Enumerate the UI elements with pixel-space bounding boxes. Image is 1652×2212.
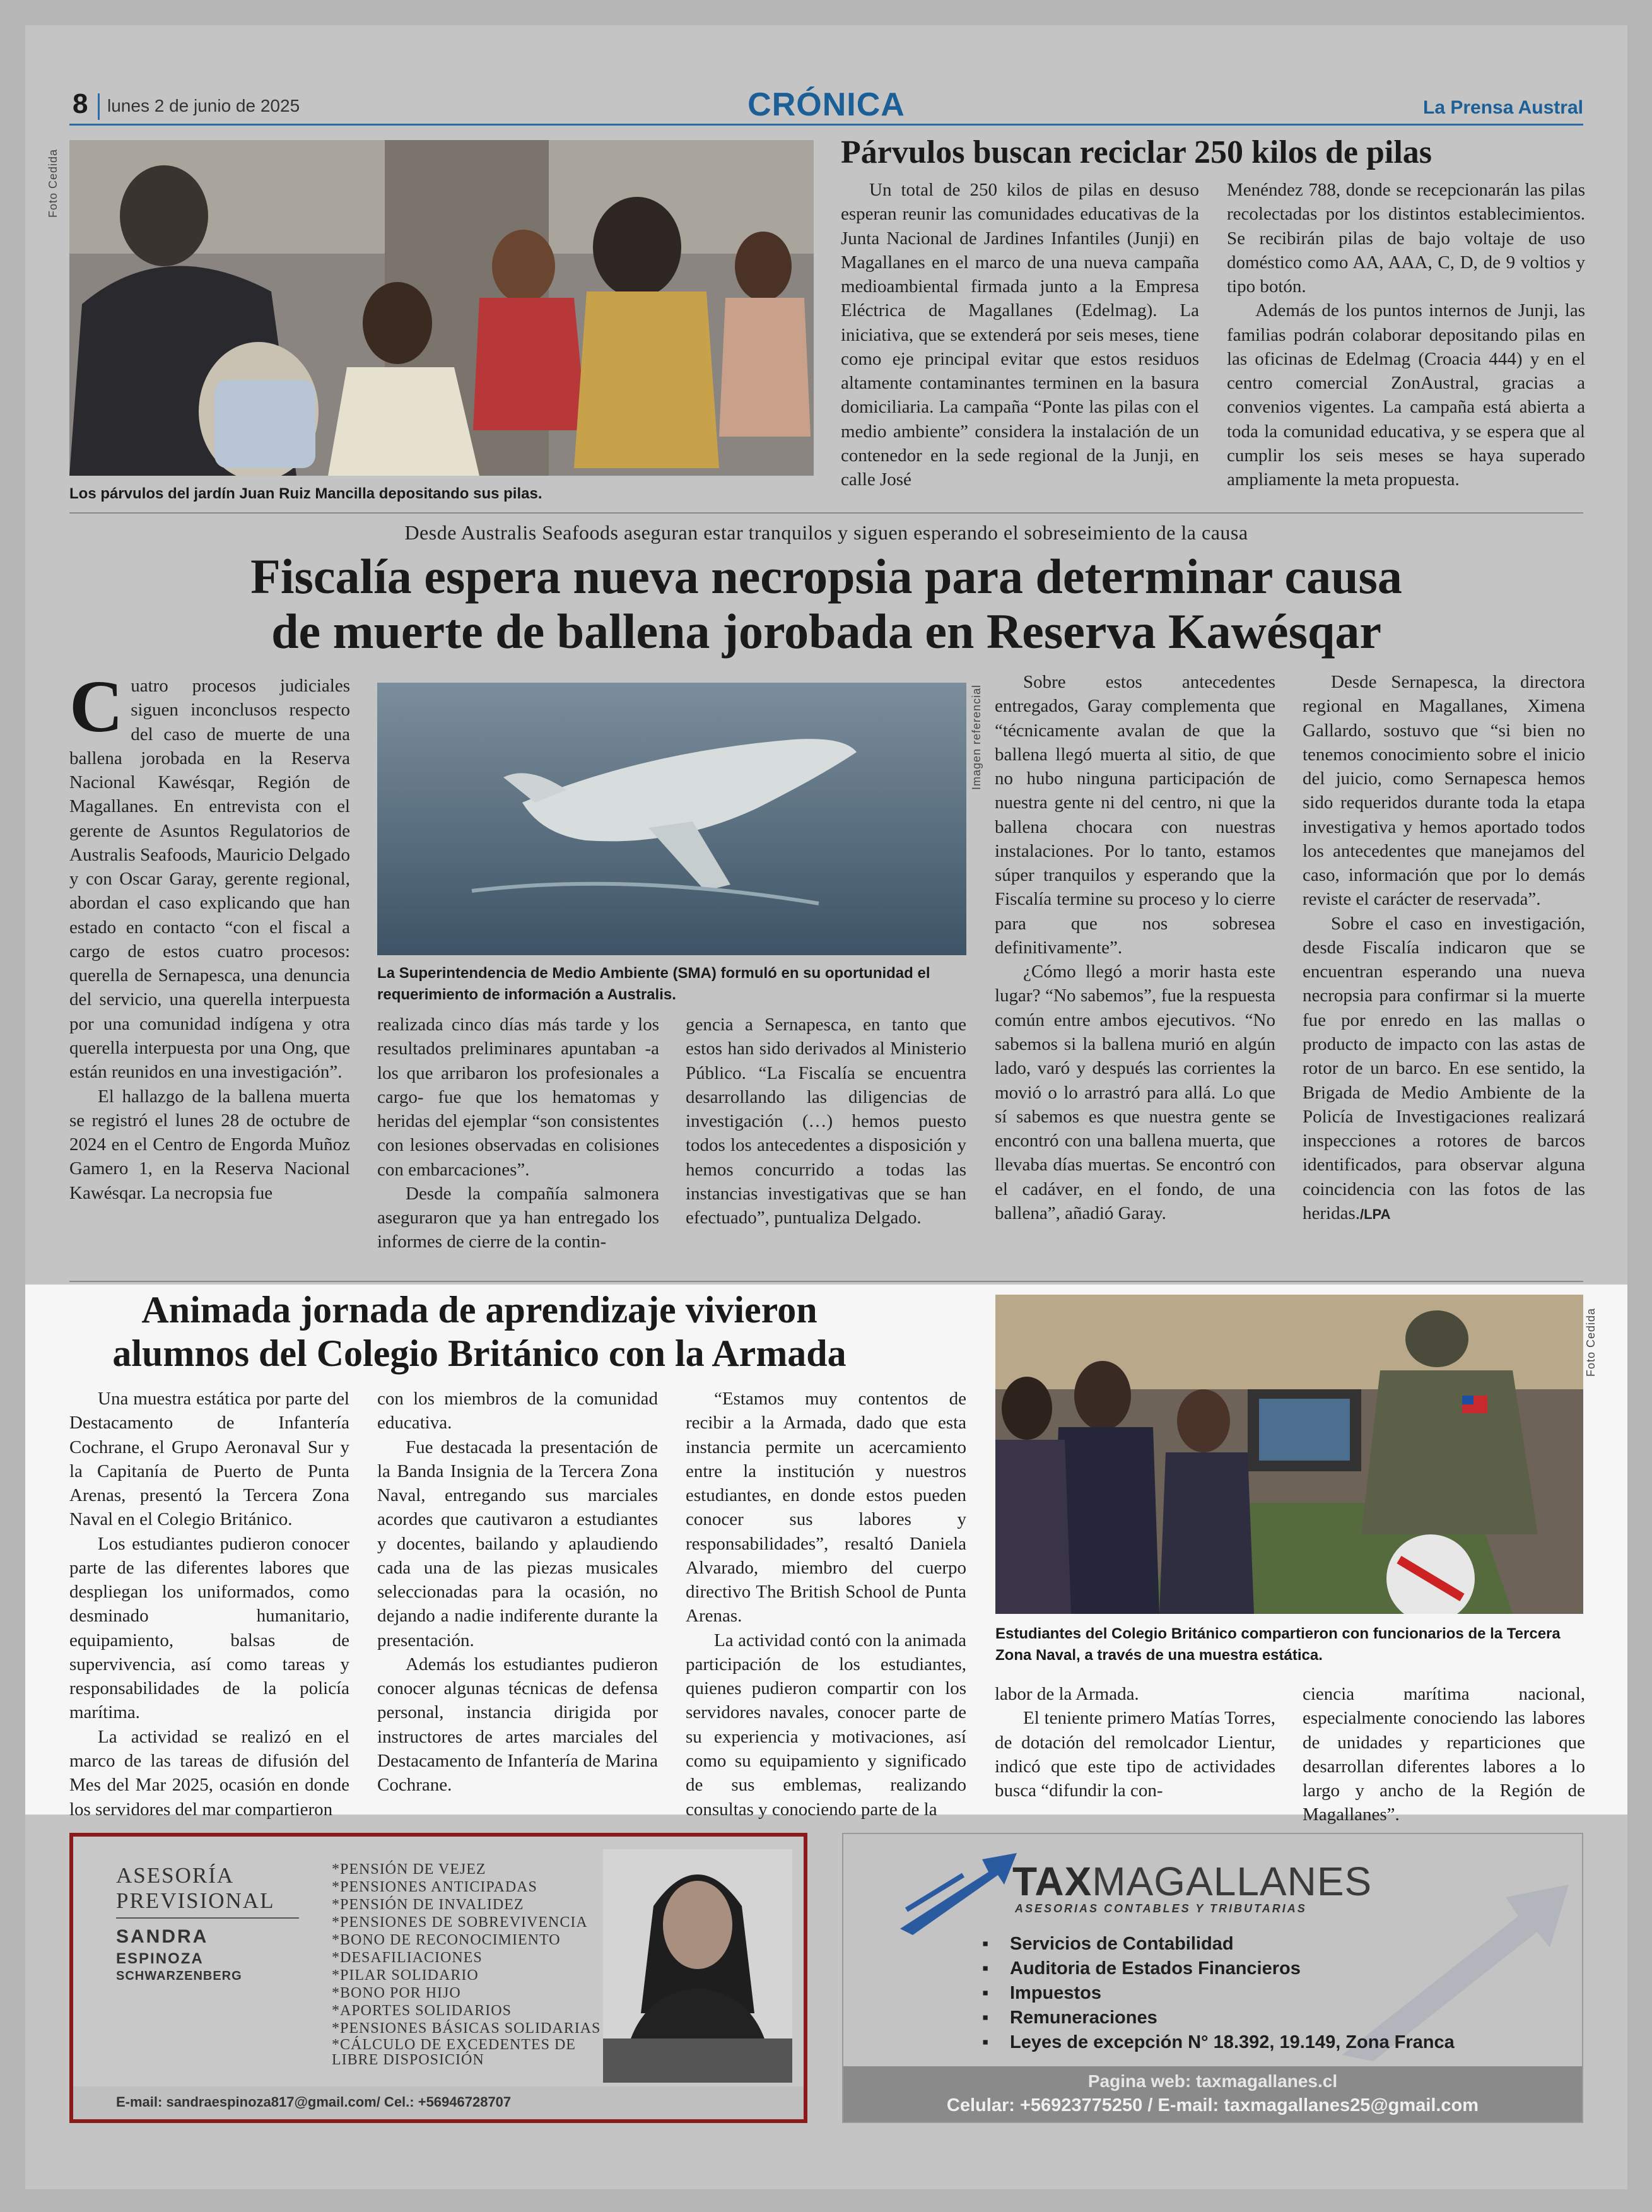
pension-advisory-ad	[69, 1833, 807, 2123]
paragraph: Una muestra estática por parte del Destacamento de Infantería Cochrane, el Grupo Aeronaval Sur y la Capitanía de Puerto de Punta Arenas, presentó la Tercera Zona Naval en el Colegio Británico.	[69, 1389, 349, 1530]
paragraph: La actividad se realizó en el marco de las tareas de difusión del Mes del Mar 2025, ocasión en donde los servidores del mar compartieron	[69, 1726, 349, 1820]
service-item: *BONO POR HIJO	[332, 1985, 461, 2001]
article-column	[377, 1387, 658, 1797]
story-kicker: Desde Australis Seafoods aseguran estar tranquilos y siguen esperando el sobreseimiento de la causa	[404, 521, 1248, 544]
ad-divider	[116, 1917, 299, 1919]
article-column	[69, 665, 350, 1205]
whale-photo	[377, 683, 966, 955]
service-item: *CÁLCULO DE EXCEDENTES DE LIBRE DISPOSICIÓN	[332, 2037, 576, 2068]
article-column	[995, 670, 1275, 1225]
article-column	[995, 1682, 1275, 1803]
service-item: *PENSIÓN DE VEJEZ	[332, 1861, 486, 1878]
paragraph: Desde Sernapesca, la directora regional en Magallanes, Ximena Gallardo, sostuvo que “si bien no tenemos conocimiento sobre el inicio del juicio, como Sernapesca hemos sido requeridos durante toda la etapa investigativa y hemos aportado todos los antecedentes que manejamos del caso, información que por lo demás reviste el carácter de reservada”.	[1303, 672, 1585, 910]
paragraph	[1303, 912, 1585, 1225]
section-rule	[69, 512, 1583, 514]
paragraph: Además de los puntos internos de Junji, las familias podrán colaborar depositando pilas en las oficinas de Edelmag (Croacia 444) y en el centro comercial ZonAustral, gracias a convenios vigentes. La campaña está abierta a toda la comunidad educativa, y se espera que al cumplir los seis meses se haya superado ampliamente la meta propuesta.	[1227, 300, 1585, 490]
page-number: 8	[73, 88, 88, 119]
headline-line: alumnos del Colegio Británico con la Armada	[112, 1332, 847, 1374]
paragraph: El teniente primero Matías Torres, de dotación del remolcador Lientur, indicó que este tipo de actividades busca “difundir la con-	[995, 1708, 1275, 1801]
arrow-logo-icon	[894, 1847, 1020, 1935]
services-list	[982, 1932, 1550, 2055]
section-title: CRÓNICA	[747, 86, 905, 123]
service-item: *PENSIONES BÁSICAS SOLIDARIAS	[332, 2020, 601, 2037]
paragraph: realizada cinco días más tarde y los resultados preliminares apuntaban -a los que arribaron los profesionales a cargo- fue que los hematomas y heridas del ejemplar “son consistentes con lesiones observadas en colisiones con embarcaciones”.	[377, 1015, 659, 1180]
brand-logo-rest: MAGALLANES	[1092, 1859, 1373, 1904]
photo-credit: Foto Cedida	[1585, 1307, 1597, 1377]
ad-website: Pagina web: taxmagallanes.cl	[1087, 2071, 1338, 2091]
headline-whale	[69, 549, 1583, 659]
paragraph: La actividad contó con la animada participación de los estudiantes, quienes pudieron compartir con los servidores navales, conocer parte de su experiencia y motivaciones, así como su equipamiento y significado de sus emblemas, realizando consultas y conociendo parte de la	[686, 1630, 966, 1820]
paragraph: ciencia marítima nacional, especialmente conociendo las labores de unidades y reparticiones que desarrollan diferentes labores a lo largo y ancho de la Región de Magallanes”.	[1303, 1684, 1585, 1825]
service-item: *DESAFILIACIONES	[332, 1950, 483, 1966]
headline-line: Animada jornada de aprendizaje vivieron	[141, 1289, 817, 1331]
article-column	[1303, 1682, 1585, 1827]
advisor-portrait-illustration	[603, 1849, 792, 2083]
service-item: ▪ Remuneraciones	[982, 2008, 1157, 2028]
paragraph: gencia a Sernapesca, en tanto que estos han sido derivados al Ministerio Público. “La Fiscalía se encuentra desarrollando las diligencias de investigación (…) hemos puesto todos los antecedentes a disposición y hemos concurrido a todas las instancias investigativas que se han efectuado”, puntualiza Delgado.	[686, 1015, 966, 1228]
article-column	[841, 178, 1199, 491]
paragraph: “Estamos muy contentos de recibir a la Armada, dado que esta instancia permite un acercamiento entre la institución y nuestros estudiantes, en donde estos pueden conocer sus labores y responsabilidades”, resaltó Daniela Alvarado, miembro del cuerpo directivo The British School de Punta Arenas.	[686, 1389, 966, 1627]
header-rule	[69, 124, 1583, 126]
service-item: *PENSIONES DE SOBREVIVENCIA	[332, 1914, 588, 1931]
service-label: Impuestos	[1010, 1983, 1102, 2003]
article-column	[69, 1387, 349, 1821]
ad-contact: Celular: +56923775250 / E-mail: taxmagallanes25@gmail.com	[946, 2095, 1479, 2115]
paragraph: Menéndez 788, donde se recepcionarán las pilas recolectadas por los distintos establecimientos. Se recibirán pilas de bajo voltaje de uso doméstico como AA, AAA, C, D, de 9 voltios y tipo botón.	[1227, 180, 1585, 297]
paragraph-text: Sobre el caso en investigación, desde Fiscalía indicaron que se encuentran esperando una nueva necropsia para confirmar si la muerte fue por enredo en las mallas o producto de impacto con las astas de rotor de un barco. En ese sentido, la Brigada de Medio Ambiente de la Policía de Investigaciones realizará inspecciones a rotores de barcos identificados, para observar alguna coincidencia con las fotos de las heridas.	[1303, 913, 1585, 1223]
service-item: ▪ Impuestos	[982, 1983, 1102, 2003]
navy-students-illustration	[995, 1295, 1583, 1614]
paragraph: Un total de 250 kilos de pilas en desuso esperan reunir las comunidades educativas de la Junta Nacional de Jardines Infantiles (Junji) en Magallanes en el marco de una nueva campaña medioambiental firmada junto a la Empresa Eléctrica de Magallanes (Edelmag). La iniciativa, que se extenderá por seis meses, tiene como eje principal evitar que estos residuos altamente contaminantes terminen en la basura domiciliaria. La campaña “Ponte las pilas con el medio ambiente” considera la instalación de un contenedor en la sede regional de la Junji, en calle José	[841, 180, 1199, 490]
service-label: Leyes de excepción N° 18.392, 19.149, Zona Franca	[1010, 2032, 1455, 2052]
headline-batteries: Párvulos buscan reciclar 250 kilos de pilas	[841, 134, 1432, 170]
advisor-surname: SCHWARZENBERG	[116, 1969, 242, 1983]
service-item: *PENSIONES ANTICIPADAS	[332, 1879, 537, 1895]
service-item: *PENSIÓN DE INVALIDEZ	[332, 1897, 524, 1913]
paragraph: Sobre estos antecedentes entregados, Garay complementa que “técnicamente avalan de que la ballena llegó muerta al sitio, de que no hubo ninguna participación de nuestra gente ni del centro, ni que la ballena chocara con nuestras instalaciones. Por lo tanto, estamos súper tranquilos y esperando que la Fiscalía termine su proceso y lo cierre para que nos sobresea definitivamente”.	[995, 672, 1275, 958]
photo-caption: La Superintendencia de Medio Ambiente (SMA) formuló en su oportunidad el requerimiento de información a Australis.	[377, 965, 930, 1003]
service-item: ▪ Leyes de excepción N° 18.392, 19.149, Zona Franca	[982, 2032, 1455, 2052]
headline-line: Fiscalía espera nueva necropsia para determinar causa	[250, 549, 1402, 604]
paragraph: ¿Cómo llegó a morir hasta este lugar? “No sabemos”, fue la respuesta común entre ambos ejecutivos. “No sabemos si la ballena murió en algún lado, varó y después las corrientes la movió o lo arrastró para allá. Lo que sí sabemos es que nuestra gente se encontró con una ballena muerta, que llevaba días muertas. Se encontró con el cadáver, en el fondo, de una ballena”, añadió Garay.	[995, 962, 1275, 1223]
service-label: Remuneraciones	[1010, 2008, 1157, 2028]
photo-credit: Imagen referencial	[970, 684, 983, 790]
service-item: *PILAR SOLIDARIO	[332, 1967, 479, 1984]
kids-recycling-photo	[69, 140, 814, 476]
advisor-portrait	[603, 1849, 792, 2083]
navy-students-photo	[995, 1295, 1583, 1614]
service-item: ▪ Servicios de Contabilidad	[982, 1934, 1234, 1954]
paragraph: Fue destacada la presentación de la Banda Insignia de la Tercera Zona Naval, entregando sus marciales acordes que cautivaron a estudiantes y docentes, bailando y aplaudiendo cada una de las piezas musicales seleccionadas para la ocasión, no dejando a nadie indiferente durante la presentación.	[377, 1437, 658, 1650]
ad-title-line: ASESORÍA	[116, 1863, 235, 1888]
tax-magallanes-ad	[842, 1833, 1583, 2123]
whale-illustration	[377, 683, 966, 955]
paragraph: Desde la compañía salmonera aseguraron que ya han entregado los informes de cierre de la contin-	[377, 1183, 659, 1252]
paragraph: con los miembros de la comunidad educativa.	[377, 1389, 658, 1433]
brand-logo	[1012, 1858, 1372, 1905]
paragraph: Además los estudiantes pudieron conocer algunas técnicas de defensa personal, instancia dirigida por instructores de artes marciales del Destacamento de Infantería de Marina Cochrane.	[377, 1654, 658, 1796]
service-item: ▪ Auditoria de Estados Financieros	[982, 1958, 1301, 1979]
headline-line: de muerte de ballena jorobada en Reserva Kawésqar	[271, 604, 1381, 659]
newspaper-brand: La Prensa Austral	[1423, 97, 1583, 118]
kids-recycling-illustration	[69, 140, 814, 476]
service-label: Auditoria de Estados Financieros	[1010, 1958, 1301, 1979]
services-list	[332, 1861, 609, 2068]
headline-navy	[69, 1288, 889, 1375]
ad-title-line: PREVISIONAL	[116, 1888, 275, 1913]
article-column	[686, 1387, 966, 1821]
paragraph: El hallazgo de la ballena muerta se registró el lunes 28 de octubre de 2024 en el Centro de Engorda Muñoz Gamero 1, en la Reserva Nacional Kawésqar. La necropsia fue	[69, 1086, 350, 1203]
article-column	[1227, 178, 1585, 491]
brand-tagline: ASESORIAS CONTABLES Y TRIBUTARIAS	[1015, 1902, 1307, 1915]
service-item: *BONO DE RECONOCIMIENTO	[332, 1932, 561, 1948]
ad-contact: E-mail: sandraespinoza817@gmail.com/ Cel.: +56946728707	[116, 2094, 512, 2110]
section-rule	[69, 1281, 1583, 1282]
brand-logo-tax: TAX	[1012, 1859, 1093, 1904]
article-column	[686, 1013, 966, 1230]
signoff: /LPA	[1360, 1206, 1391, 1222]
page-date: lunes 2 de junio de 2025	[107, 96, 300, 115]
drop-cap: C	[69, 665, 124, 748]
advisor-surname: ESPINOZA	[116, 1950, 204, 1967]
header-divider	[98, 93, 100, 120]
photo-credit: Foto Cedida	[47, 148, 59, 218]
advisor-name: SANDRA	[116, 1926, 209, 1947]
service-label: Servicios de Contabilidad	[1010, 1934, 1234, 1954]
paragraph: uatro procesos judiciales siguen inconclusos respecto del caso de muerte de una ballena jorobada en la Reserva Nacional Kawésqar, Región de Magallanes. En entrevista con el gerente de Asuntos Regulatorios de Australis Seafoods, Mauricio Delgado y con Oscar Garay, gerente regional, abordan el caso explicando que han estado en contacto “con el fiscal a cargo de estos cuatro procesos: querella de Sernapesca, una denuncia del servicio, una querella interpuesta por una comunidad indígena y otra querella interpuesta por una Ong, que están reunidos en una investigación”.	[69, 676, 350, 1083]
photo-caption: Estudiantes del Colegio Británico compartieron con funcionarios de la Tercera Zona Naval, a través de una muestra estática.	[995, 1625, 1561, 1664]
photo-caption: Los párvulos del jardín Juan Ruiz Mancilla depositando sus pilas.	[69, 485, 542, 502]
paragraph: Los estudiantes pudieron conocer parte de las diferentes labores que despliegan los uniformados, como desminado humanitario, equipamiento, balsas de supervivencia, así como tareas y responsabilidades de la policía marítima.	[69, 1533, 349, 1723]
service-item: *APORTES SOLIDARIOS	[332, 2003, 512, 2019]
article-column	[377, 1013, 659, 1254]
paragraph: labor de la Armada.	[995, 1684, 1139, 1704]
article-column	[1303, 670, 1585, 1225]
